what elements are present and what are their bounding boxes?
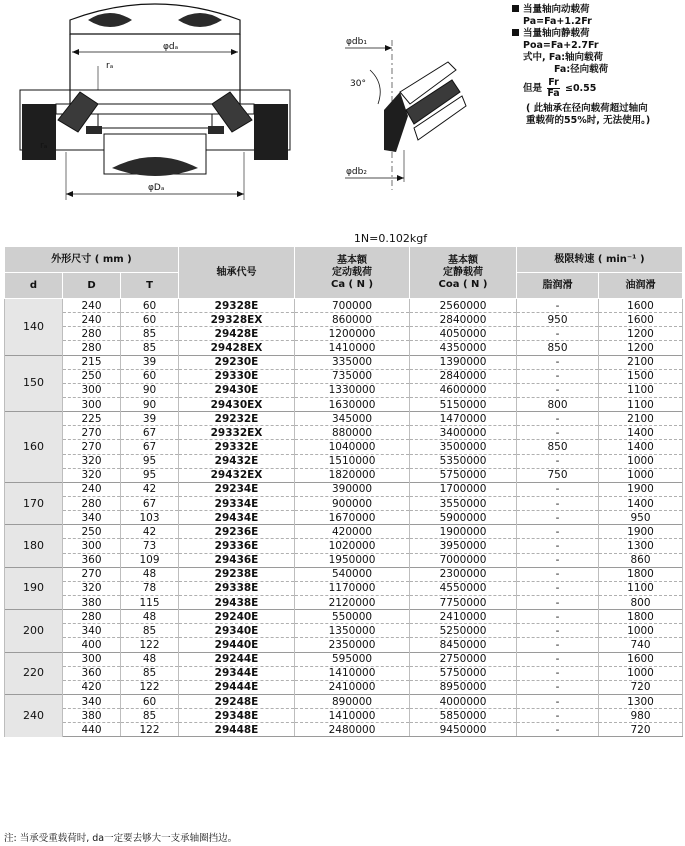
T-cell: 90 [121, 383, 179, 397]
dynamic-load-cell: 2480000 [295, 723, 410, 737]
mounting-drawing [20, 4, 290, 200]
bearing-code-cell: 29434E [179, 511, 295, 525]
static-load-cell: 1700000 [410, 482, 517, 496]
D-cell: 360 [63, 666, 121, 680]
dynamic-load-cell: 1510000 [295, 454, 410, 468]
oil-speed-cell: 1600 [599, 652, 683, 666]
table-row [5, 638, 683, 652]
T-cell: 60 [121, 299, 179, 313]
oil-speed-cell: 1100 [599, 581, 683, 595]
static-load-cell: 2410000 [410, 610, 517, 624]
grease-speed-cell: - [517, 638, 599, 652]
D-cell: 280 [63, 610, 121, 624]
T-cell: 85 [121, 666, 179, 680]
bullet-square-icon [512, 5, 519, 12]
D-cell: 300 [63, 539, 121, 553]
table-row [5, 694, 683, 708]
D-cell: 280 [63, 496, 121, 510]
table-row [5, 539, 683, 553]
grease-speed-cell: - [517, 539, 599, 553]
bearing-code-cell: 29430EX [179, 397, 295, 411]
bearing-code-cell: 29248E [179, 694, 295, 708]
bearing-code-cell: 29448E [179, 723, 295, 737]
table-row [5, 595, 683, 609]
T-cell: 122 [121, 638, 179, 652]
grease-speed-cell: - [517, 624, 599, 638]
grease-speed-cell: - [517, 723, 599, 737]
grease-speed-cell: 950 [517, 313, 599, 327]
bearing-code-cell: 29436E [179, 553, 295, 567]
grease-speed-cell: - [517, 426, 599, 440]
d-cell: 220 [5, 652, 63, 694]
static-load-cell: 5750000 [410, 666, 517, 680]
static-load-cell: 2560000 [410, 299, 517, 313]
dynamic-load-cell: 1350000 [295, 624, 410, 638]
d-cell: 140 [5, 299, 63, 356]
oil-speed-cell: 800 [599, 595, 683, 609]
grease-speed-cell: - [517, 553, 599, 567]
bearing-code-cell: 29236E [179, 525, 295, 539]
dynamic-load-cell: 1410000 [295, 666, 410, 680]
static-load-cell: 3500000 [410, 440, 517, 454]
T-cell: 48 [121, 652, 179, 666]
table-row [5, 624, 683, 638]
oil-speed-cell: 1300 [599, 694, 683, 708]
static-load-cell: 2750000 [410, 652, 517, 666]
T-cell: 95 [121, 468, 179, 482]
dynamic-load-cell: 540000 [295, 567, 410, 581]
D-header: D [63, 273, 121, 299]
table-row [5, 412, 683, 426]
grease-speed-cell: - [517, 511, 599, 525]
dynamic-load-cell: 700000 [295, 299, 410, 313]
table-row [5, 299, 683, 313]
grease-speed-cell: - [517, 482, 599, 496]
bearing-code-cell: 29432E [179, 454, 295, 468]
bearing-code-cell: 29328EX [179, 313, 295, 327]
oil-speed-cell: 1900 [599, 525, 683, 539]
dynamic-load-header: 基本额 定动载荷 Ca ( N ) [295, 247, 410, 299]
D-cell: 380 [63, 709, 121, 723]
T-cell: 60 [121, 369, 179, 383]
table-row [5, 553, 683, 567]
static-load-cell: 2840000 [410, 313, 517, 327]
D-cell: 270 [63, 426, 121, 440]
oil-speed-cell: 1000 [599, 624, 683, 638]
table-row [5, 454, 683, 468]
bullet-square-icon [512, 29, 519, 36]
bearing-code-cell: 29328E [179, 299, 295, 313]
dynamic-load-cell: 900000 [295, 496, 410, 510]
bearing-spec-table [4, 246, 683, 737]
T-cell: 42 [121, 482, 179, 496]
bearing-code-cell: 29440E [179, 638, 295, 652]
grease-header: 脂润滑 [517, 273, 599, 299]
T-cell: 67 [121, 440, 179, 454]
bearing-no-header: 轴承代号 [179, 247, 295, 299]
D-cell: 270 [63, 567, 121, 581]
oil-header: 油润滑 [599, 273, 683, 299]
grease-speed-cell: - [517, 595, 599, 609]
bearing-mounting-diagram [0, 0, 512, 228]
table-row [5, 468, 683, 482]
dynamic-load-cell: 1200000 [295, 327, 410, 341]
static-load-cell: 5900000 [410, 511, 517, 525]
T-cell: 85 [121, 341, 179, 355]
oil-speed-cell: 720 [599, 680, 683, 694]
T-cell: 60 [121, 313, 179, 327]
T-cell: 103 [121, 511, 179, 525]
static-load-cell: 3550000 [410, 496, 517, 510]
oil-speed-cell: 1800 [599, 567, 683, 581]
bearing-code-cell: 29428EX [179, 341, 295, 355]
table-row [5, 496, 683, 510]
D-cell: 320 [63, 468, 121, 482]
T-cell: 109 [121, 553, 179, 567]
grease-speed-cell: - [517, 652, 599, 666]
D-cell: 440 [63, 723, 121, 737]
d-cell: 190 [5, 567, 63, 609]
D-cell: 280 [63, 327, 121, 341]
oil-speed-cell: 1000 [599, 666, 683, 680]
bearing-code-cell: 29432EX [179, 468, 295, 482]
d-cell: 180 [5, 525, 63, 567]
static-load-cell: 4000000 [410, 694, 517, 708]
D-cell: 300 [63, 652, 121, 666]
oil-speed-cell: 2100 [599, 355, 683, 369]
dynamic-load-cell: 1410000 [295, 341, 410, 355]
D-cell: 280 [63, 341, 121, 355]
static-load-cell: 5250000 [410, 624, 517, 638]
grease-speed-cell: - [517, 355, 599, 369]
T-cell: 48 [121, 567, 179, 581]
grease-speed-cell: 850 [517, 440, 599, 454]
static-load-cell: 9450000 [410, 723, 517, 737]
static-load-formula: Poa=Fa+2.7Fr [523, 40, 599, 51]
static-load-cell: 5350000 [410, 454, 517, 468]
D-cell: 340 [63, 694, 121, 708]
dynamic-load-cell: 2410000 [295, 680, 410, 694]
bearing-code-cell: 29240E [179, 610, 295, 624]
table-row [5, 723, 683, 737]
dynamic-load-cell: 1170000 [295, 581, 410, 595]
grease-speed-cell: - [517, 412, 599, 426]
oil-speed-cell: 1300 [599, 539, 683, 553]
remark-line-2: 重载荷的55%时, 无法使用。) [526, 115, 651, 126]
grease-speed-cell: - [517, 327, 599, 341]
table-row [5, 383, 683, 397]
dynamic-load-cell: 860000 [295, 313, 410, 327]
grease-speed-cell: - [517, 383, 599, 397]
T-cell: 39 [121, 412, 179, 426]
oil-speed-cell: 720 [599, 723, 683, 737]
static-load-cell: 4350000 [410, 341, 517, 355]
table-row [5, 397, 683, 411]
T-cell: 48 [121, 610, 179, 624]
bearing-code-cell: 29344E [179, 666, 295, 680]
grease-speed-cell: - [517, 525, 599, 539]
static-load-header: 基本额 定静载荷 Coa ( N ) [410, 247, 517, 299]
T-cell: 85 [121, 327, 179, 341]
where-line-2: Fa:径向载荷 [554, 64, 609, 75]
dynamic-load-title: 当量轴向动载荷 [512, 4, 684, 16]
D-cell: 240 [63, 299, 121, 313]
grease-speed-cell: - [517, 666, 599, 680]
table-row [5, 709, 683, 723]
angle-label: 30° [350, 79, 366, 89]
dynamic-load-cell: 1670000 [295, 511, 410, 525]
bearing-code-cell: 29348E [179, 709, 295, 723]
grease-speed-cell: - [517, 680, 599, 694]
dynamic-load-cell: 550000 [295, 610, 410, 624]
oil-speed-cell: 1800 [599, 610, 683, 624]
table-row [5, 511, 683, 525]
T-cell: 85 [121, 624, 179, 638]
table-row [5, 525, 683, 539]
bearing-code-cell: 29428E [179, 327, 295, 341]
T-cell: 78 [121, 581, 179, 595]
dynamic-load-cell: 1410000 [295, 709, 410, 723]
grease-speed-cell: - [517, 299, 599, 313]
dynamic-load-cell: 390000 [295, 482, 410, 496]
T-cell: 67 [121, 426, 179, 440]
remark-line-1: ( 此轴承在径向载荷超过轴向 [526, 103, 648, 114]
dynamic-load-cell: 1040000 [295, 440, 410, 454]
bearing-code-cell: 29438E [179, 595, 295, 609]
bearing-code-cell: 29340E [179, 624, 295, 638]
T-cell: 73 [121, 539, 179, 553]
static-load-cell: 8450000 [410, 638, 517, 652]
table-row [5, 581, 683, 595]
where-line-1: 式中, Fa:轴向载荷 [523, 52, 604, 63]
D-cell: 320 [63, 454, 121, 468]
table-row [5, 680, 683, 694]
grease-speed-cell: - [517, 581, 599, 595]
D-cell: 360 [63, 553, 121, 567]
static-load-cell: 1900000 [410, 525, 517, 539]
table-body [5, 299, 683, 737]
T-cell: 85 [121, 709, 179, 723]
dynamic-load-cell: 335000 [295, 355, 410, 369]
condition-line: 但是 $\frac{Fr}{Fa}$ ≤0.55 [523, 77, 597, 99]
D-cell: 270 [63, 440, 121, 454]
D-cell: 300 [63, 383, 121, 397]
static-load-cell: 7000000 [410, 553, 517, 567]
static-load-cell: 1390000 [410, 355, 517, 369]
static-load-cell: 5150000 [410, 397, 517, 411]
oil-speed-cell: 1000 [599, 468, 683, 482]
grease-speed-cell: 800 [517, 397, 599, 411]
bearing-code-cell: 29338E [179, 581, 295, 595]
oil-speed-cell: 1100 [599, 383, 683, 397]
T-cell: 67 [121, 496, 179, 510]
table-row [5, 369, 683, 383]
T-cell: 39 [121, 355, 179, 369]
table-row [5, 313, 683, 327]
static-load-cell: 4050000 [410, 327, 517, 341]
grease-speed-cell: - [517, 709, 599, 723]
static-load-cell: 5750000 [410, 468, 517, 482]
D-cell: 240 [63, 313, 121, 327]
d-cell: 160 [5, 412, 63, 483]
D-cell: 250 [63, 369, 121, 383]
static-load-title: 当量轴向静载荷 [512, 28, 684, 40]
dynamic-load-cell: 1020000 [295, 539, 410, 553]
bearing-code-cell: 29230E [179, 355, 295, 369]
oil-speed-cell: 1200 [599, 341, 683, 355]
d-cell: 170 [5, 482, 63, 524]
table-row [5, 652, 683, 666]
d-cell: 200 [5, 610, 63, 652]
table-row [5, 341, 683, 355]
oil-speed-cell: 950 [599, 511, 683, 525]
ratio-fraction: $\frac{Fr}{Fa}$ [547, 77, 560, 99]
oil-speed-cell: 1400 [599, 440, 683, 454]
static-load-cell: 2840000 [410, 369, 517, 383]
db2-label: φdb₂ [346, 167, 367, 177]
bearing-code-cell: 29232E [179, 412, 295, 426]
static-load-cell: 3950000 [410, 539, 517, 553]
d-cell: 240 [5, 694, 63, 736]
d-header: d [5, 273, 63, 299]
speed-limit-header: 极限转速 ( min⁻¹ ) [517, 247, 683, 273]
D-cell: 320 [63, 581, 121, 595]
grease-speed-cell: - [517, 369, 599, 383]
oil-speed-cell: 1900 [599, 482, 683, 496]
dynamic-load-cell: 880000 [295, 426, 410, 440]
grease-speed-cell: - [517, 694, 599, 708]
dynamic-load-cell: 1820000 [295, 468, 410, 482]
oil-speed-cell: 1000 [599, 454, 683, 468]
T-cell: 122 [121, 680, 179, 694]
static-load-cell: 2300000 [410, 567, 517, 581]
grease-speed-cell: 850 [517, 341, 599, 355]
load-formula-notes [512, 4, 684, 127]
table-row [5, 567, 683, 581]
D-cell: 400 [63, 638, 121, 652]
bearing-code-cell: 29234E [179, 482, 295, 496]
D-cell: 240 [63, 482, 121, 496]
static-load-cell: 7750000 [410, 595, 517, 609]
oil-speed-cell: 1600 [599, 299, 683, 313]
ra-left-label: rₐ [40, 141, 48, 151]
table-row [5, 666, 683, 680]
table-row [5, 355, 683, 369]
detail-drawing [345, 37, 466, 190]
T-cell: 42 [121, 525, 179, 539]
grease-speed-cell: - [517, 454, 599, 468]
D-cell: 340 [63, 624, 121, 638]
static-load-cell: 3400000 [410, 426, 517, 440]
unit-note: 1N=0.102kgf [353, 232, 428, 245]
grease-speed-cell: 750 [517, 468, 599, 482]
ra-top-label: rₐ [106, 61, 114, 71]
oil-speed-cell: 1400 [599, 496, 683, 510]
oil-speed-cell: 1200 [599, 327, 683, 341]
dynamic-load-cell: 2350000 [295, 638, 410, 652]
static-load-cell: 5850000 [410, 709, 517, 723]
grease-speed-cell: - [517, 496, 599, 510]
oil-speed-cell: 1500 [599, 369, 683, 383]
oil-speed-cell: 2100 [599, 412, 683, 426]
dynamic-load-cell: 1630000 [295, 397, 410, 411]
dynamic-load-cell: 735000 [295, 369, 410, 383]
oil-speed-cell: 1100 [599, 397, 683, 411]
dims-header: 外形尺寸 ( mm ) [5, 247, 179, 273]
D-cell: 380 [63, 595, 121, 609]
dynamic-load-cell: 2120000 [295, 595, 410, 609]
diagram-area [0, 0, 685, 236]
table-row [5, 327, 683, 341]
D-cell: 215 [63, 355, 121, 369]
oil-speed-cell: 740 [599, 638, 683, 652]
D-cell: 250 [63, 525, 121, 539]
dynamic-load-cell: 420000 [295, 525, 410, 539]
bearing-code-cell: 29430E [179, 383, 295, 397]
dynamic-load-cell: 345000 [295, 412, 410, 426]
T-cell: 90 [121, 397, 179, 411]
table-row [5, 440, 683, 454]
oil-speed-cell: 1400 [599, 426, 683, 440]
grease-speed-cell: - [517, 610, 599, 624]
table-row [5, 426, 683, 440]
bearing-code-cell: 29332E [179, 440, 295, 454]
static-load-cell: 1470000 [410, 412, 517, 426]
d-cell: 150 [5, 355, 63, 412]
dynamic-load-cell: 890000 [295, 694, 410, 708]
D-cell: 300 [63, 397, 121, 411]
T-cell: 115 [121, 595, 179, 609]
db1-label: φdb₁ [346, 37, 367, 47]
grease-speed-cell: - [517, 567, 599, 581]
static-load-cell: 4600000 [410, 383, 517, 397]
footnote: 注: 当承受重载荷时, da一定要去够大一支承轴圈挡边。 [4, 833, 238, 844]
oil-speed-cell: 1600 [599, 313, 683, 327]
D-cell: 225 [63, 412, 121, 426]
T-cell: 60 [121, 694, 179, 708]
bearing-code-cell: 29332EX [179, 426, 295, 440]
D-cell: 420 [63, 680, 121, 694]
bearing-code-cell: 29334E [179, 496, 295, 510]
T-cell: 95 [121, 454, 179, 468]
dynamic-load-cell: 1330000 [295, 383, 410, 397]
bearing-code-cell: 29444E [179, 680, 295, 694]
T-cell: 122 [121, 723, 179, 737]
da-label: φdₐ [163, 42, 179, 52]
dynamic-load-cell: 1950000 [295, 553, 410, 567]
bearing-code-cell: 29244E [179, 652, 295, 666]
dynamic-load-formula: Pa=Fa+1.2Fr [523, 16, 592, 27]
table-row [5, 482, 683, 496]
bearing-code-cell: 29330E [179, 369, 295, 383]
T-header: T [121, 273, 179, 299]
bearing-code-cell: 29238E [179, 567, 295, 581]
bearing-code-cell: 29336E [179, 539, 295, 553]
Da-label: φDₐ [148, 183, 165, 193]
oil-speed-cell: 980 [599, 709, 683, 723]
static-load-cell: 4550000 [410, 581, 517, 595]
dynamic-load-cell: 595000 [295, 652, 410, 666]
oil-speed-cell: 860 [599, 553, 683, 567]
table-row [5, 610, 683, 624]
static-load-cell: 8950000 [410, 680, 517, 694]
D-cell: 340 [63, 511, 121, 525]
